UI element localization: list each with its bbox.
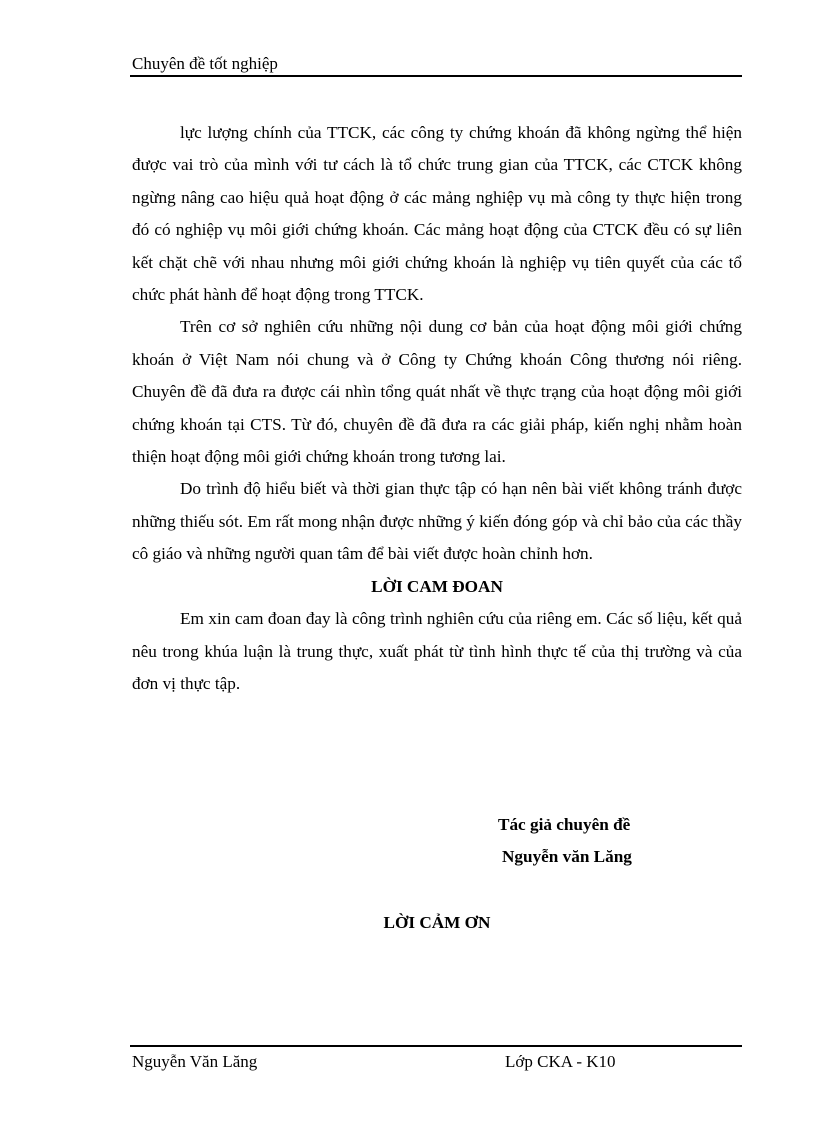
thanks-heading: LỜI CẢM ƠN bbox=[383, 913, 491, 932]
document-body bbox=[132, 117, 742, 700]
header-divider bbox=[130, 75, 742, 77]
signature-name: Nguyễn văn Lăng bbox=[502, 847, 632, 866]
footer-class: Lớp CKA - K10 bbox=[505, 1052, 616, 1071]
commitment-paragraph: Em xin cam đoan đay là công trình nghiên cứu của riêng em. Các số liệu, kết quả nêu trong khúa luận là trung thực, xuất phát từ tình hình thực tế của thị trường và của đơn vị thực tập. bbox=[132, 609, 742, 693]
body-paragraph: Do trình độ hiểu biết và thời gian thực tập có hạn nên bài viết không tránh được những thiếu sót. Em rất mong nhận được những ý kiến đóng góp và chỉ bảo của các thầy cô giáo và những người quan tâm để bài viết được hoàn chỉnh hơn. bbox=[132, 479, 742, 564]
page-header-title: Chuyên đề tốt nghiệp bbox=[132, 54, 278, 73]
signature-title: Tác giả chuyên đề bbox=[498, 815, 631, 834]
footer-author: Nguyễn Văn Lăng bbox=[132, 1052, 258, 1071]
commitment-heading: LỜI CAM ĐOAN bbox=[371, 576, 503, 596]
footer-divider bbox=[130, 1045, 742, 1047]
body-paragraph: Trên cơ sở nghiên cứu những nội dung cơ bản của hoạt động môi giới chứng khoán ở Việt Nam nói chung và ở Công ty Chứng khoán Công thương nói riêng. Chuyên đề đã đưa ra được cái nhìn tổng quát nhất về thực trạng của hoạt động môi giới chứng khoán tại CTS. Từ đó, chuyên đề đã đưa ra các giải pháp, kiến nghị nhằm hoàn thiện hoạt động môi giới chứng khoán trong tương lai. bbox=[132, 317, 742, 467]
body-paragraph: lực lượng chính của TTCK, các công ty chứng khoán đã không ngừng thể hiện được vai trò của mình với tư cách là tổ chức trung gian của TTCK, các CTCK không ngừng nâng cao hiệu quả hoạt động ở các mảng nghiệp vụ mà công ty thực hiện trong đó có nghiệp vụ môi giới chứng khoán. Các mảng hoạt động của CTCK đều có sự liên kết chặt chẽ với nhau nhưng môi giới chứng khoán là nghiệp vụ tiên quyết của các tổ chức phát hành để hoạt động trong TTCK. bbox=[132, 123, 742, 305]
